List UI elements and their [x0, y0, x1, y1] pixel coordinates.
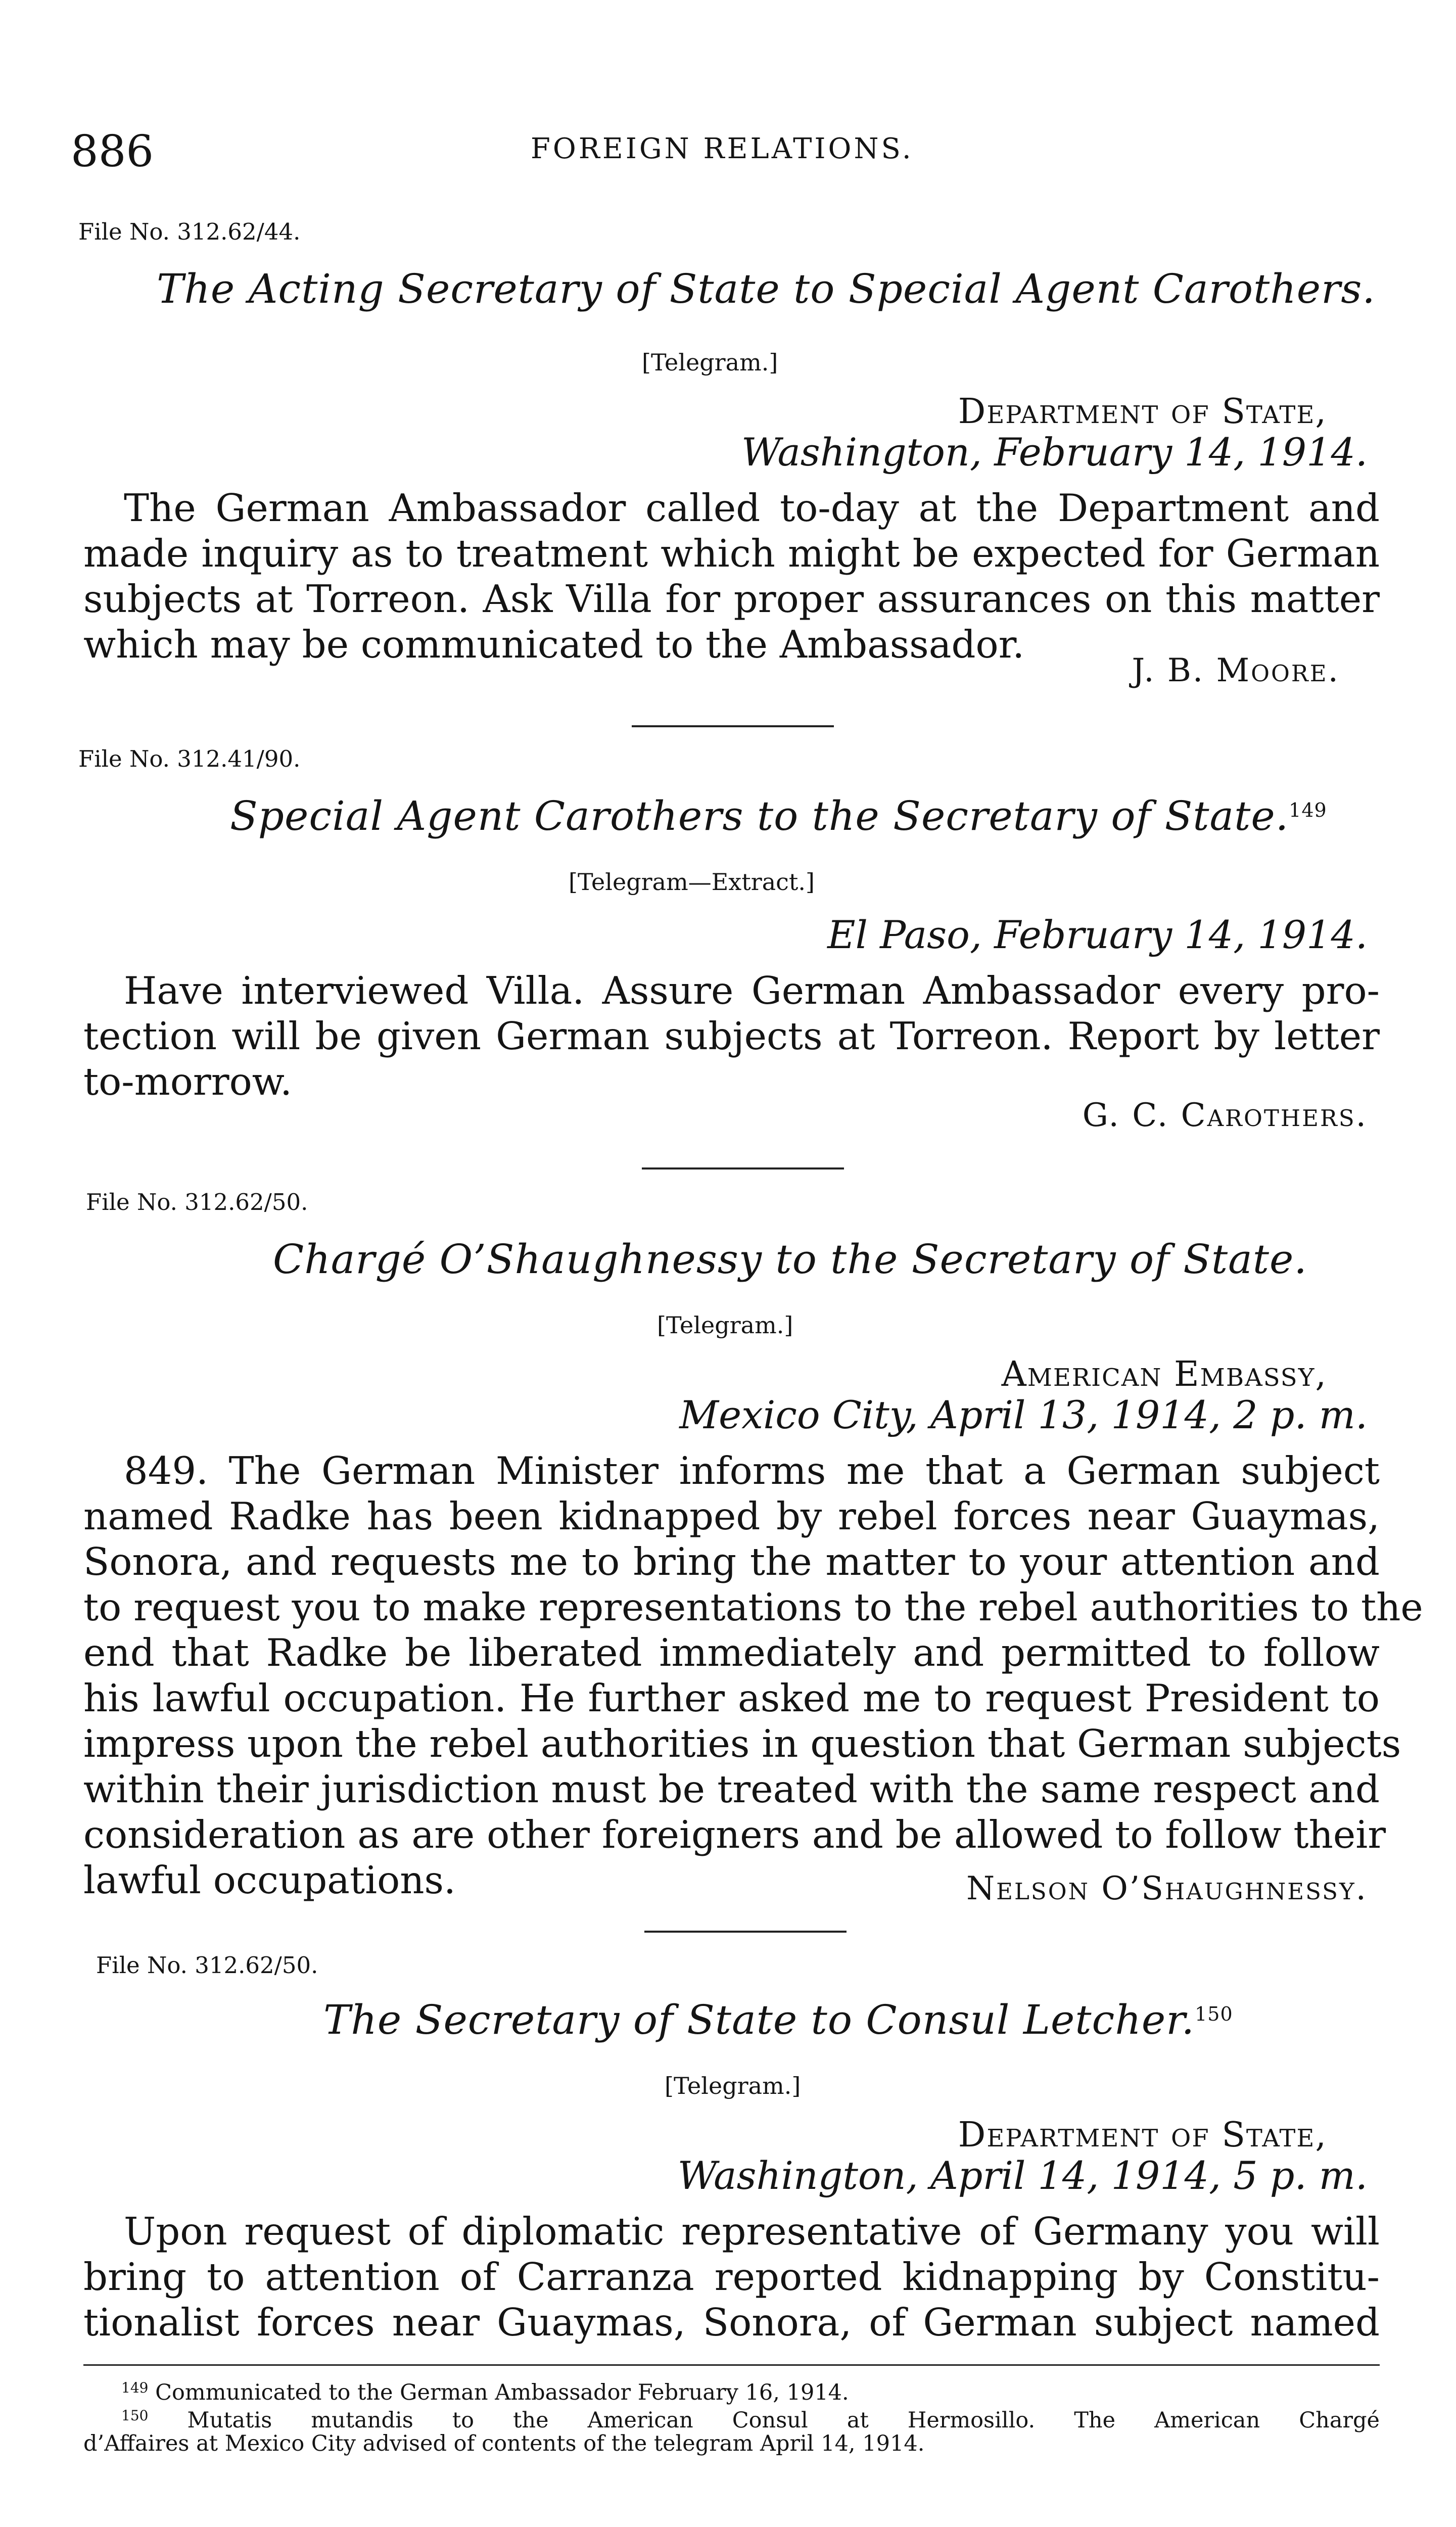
body-line: tionalist forces near Guaymas, Sonora, of German subject named — [83, 2300, 1380, 2345]
body-line: 849. The German Minister informs me that a German subject — [124, 1448, 1380, 1493]
file-number: File No. 312.62/44. — [78, 218, 301, 245]
body-line: Sonora, and requests me to bring the matter to your attention and — [83, 1539, 1380, 1584]
sender-office: Department of State, — [958, 392, 1327, 432]
footnote-ref: 149 — [1289, 799, 1327, 821]
section-divider — [632, 725, 834, 727]
document-title: The Acting Secretary of State to Special Agent Carothers. — [157, 265, 1376, 312]
body-line: which may be communicated to the Ambassador. — [83, 622, 1025, 667]
body-line: to-morrow. — [83, 1059, 292, 1104]
body-line: to request you to make representations to the rebel authorities to the — [83, 1585, 1423, 1629]
title-text: The Secretary of State to Consul Letcher. — [323, 1996, 1195, 2043]
sender-office: American Embassy, — [1001, 1354, 1327, 1394]
signature: J. B. Moore. — [1132, 652, 1340, 689]
footnote-text: d’Affaires at Mexico City advised of contents of the telegram April 14, 1914. — [83, 2431, 925, 2456]
page-number: 886 — [71, 126, 154, 177]
footnote — [121, 2376, 1380, 2404]
place-date: Mexico City, April 13, 1914, 2 p. m. — [679, 1392, 1368, 1437]
document-body — [83, 1448, 1423, 1903]
body-line: end that Radke be liberated immediately and permitted to follow — [83, 1630, 1380, 1675]
body-line: consideration as are other foreigners and be allowed to follow their — [83, 1812, 1386, 1857]
running-title: FOREIGN RELATIONS. — [531, 132, 914, 165]
section-divider — [642, 1167, 844, 1169]
body-line: named Radke has been kidnapped by rebel forces near Guaymas, — [83, 1494, 1380, 1538]
body-line: bring to attention of Carranza reported kidnapping by Constitu- — [83, 2255, 1380, 2299]
body-line: made inquiry as to treatment which might be expected for German — [83, 531, 1380, 576]
document-title — [230, 792, 1327, 839]
telegram-label: [Telegram.] — [642, 349, 778, 376]
body-line: The German Ambassador called to-day at the Department and — [124, 486, 1380, 530]
document-body — [83, 2209, 1380, 2345]
file-number: File No. 312.62/50. — [86, 1189, 308, 1215]
body-line: impress upon the rebel authorities in question that German subjects — [83, 1721, 1401, 1766]
footnote-text: Mutatis mutandis to the American Consul at Hermosillo. The American Chargé — [187, 2408, 1380, 2433]
footnote-ref: 150 — [1195, 2003, 1233, 2025]
body-line: within their jurisdiction must be treated with the same respect and — [83, 1767, 1380, 1811]
body-line: Upon request of diplomatic representative of Germany you will — [124, 2209, 1380, 2254]
footnote-text: Communicated to the German Ambassador February 16, 1914. — [155, 2380, 849, 2405]
document-title — [323, 1996, 1233, 2043]
body-line: lawful occupations. — [83, 1858, 456, 1902]
place-date: El Paso, February 14, 1914. — [827, 912, 1368, 957]
footnotes — [83, 2376, 1380, 2456]
signature: Nelson O’Shaughnessy. — [966, 1870, 1368, 1907]
body-line: subjects at Torreon. Ask Villa for proper assurances on this matter — [83, 577, 1380, 621]
document-title: Chargé O’Shaughnessy to the Secretary of State. — [273, 1236, 1307, 1283]
telegram-label: [Telegram.] — [657, 1312, 793, 1339]
document-body — [83, 485, 1380, 667]
footnote-mark: 149 — [121, 2379, 149, 2396]
section-divider — [644, 1931, 847, 1933]
telegram-label: [Telegram.] — [665, 2072, 801, 2099]
body-line: tection will be given German subjects at Torreon. Report by letter — [83, 1014, 1380, 1058]
footnote-divider — [83, 2364, 1380, 2366]
footnote — [83, 2432, 1380, 2455]
telegram-label: [Telegram—Extract.] — [569, 868, 815, 896]
body-line: Have interviewed Villa. Assure German Ambassador every pro- — [124, 968, 1380, 1013]
signature: G. C. Carothers. — [1082, 1097, 1368, 1134]
file-number: File No. 312.41/90. — [78, 745, 301, 772]
place-date: Washington, February 14, 1914. — [741, 430, 1368, 475]
sender-office: Department of State, — [958, 2115, 1327, 2155]
body-line: his lawful occupation. He further asked me to request President to — [83, 1676, 1380, 1720]
file-number: File No. 312.62/50. — [96, 1952, 318, 1979]
title-text: Special Agent Carothers to the Secretary of State. — [230, 792, 1289, 839]
document-body — [83, 968, 1380, 1104]
footnote — [121, 2404, 1380, 2432]
place-date: Washington, April 14, 1914, 5 p. m. — [677, 2153, 1368, 2198]
footnote-mark: 150 — [121, 2407, 149, 2424]
